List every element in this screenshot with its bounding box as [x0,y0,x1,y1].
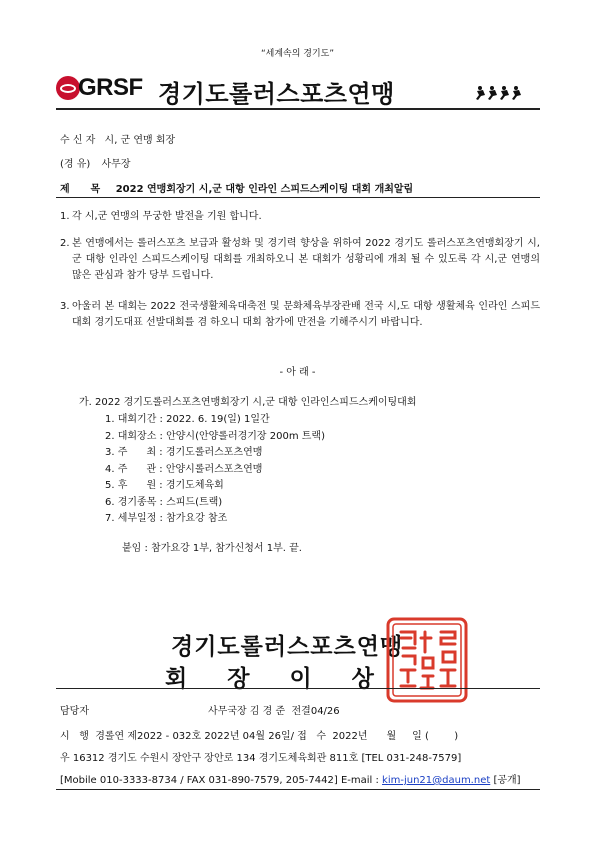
contact-suffix: [공개] [490,775,521,786]
subject-divider [56,197,540,198]
paragraph-text: 본 연맹에서는 롤러스포츠 보급과 활성화 및 경기력 향상을 위하여 2022 경기도 롤러스포츠연맹회장기 시,군 대항 인라인 스피드스케이팅 대회를 개최하오니 본 대회가 성황리에 개최 될 수 있도록 각 시,군 연맹의 많은 관심과 참가 당부 드립니다. [72,238,540,281]
recipient-row [60,131,175,146]
paragraph-text: 각 시,군 연맹의 무궁한 발전을 기원 합니다. [72,211,262,222]
recipient-label: 수 신 자 [60,135,96,146]
paragraph-number: 3. [60,301,70,312]
signature-title: 회 장 이 상 [165,666,374,692]
paragraph-text: 아울러 본 대회는 2022 전국생활체육대축전 및 문화체육부장관배 전국 시,도 대항 생활체육 인라인 스피드대회 경기도대표 선발대회를 겸 하오니 대회 참가에 만전을 기해주시기 바랍니다. [72,301,540,328]
slogan: “세계속의 경기도” [260,49,335,59]
org-name-header: 경기도롤러스포츠연맹 [158,80,395,108]
section-marker: - 아 래 - [279,367,316,378]
detail-item: 6. 경기종목 : 스피드(트랙) [105,497,223,508]
subject-value: 2022 연맹회장기 시,군 대항 인라인 스피드스케이팅 대회 개최알림 [115,184,414,195]
attachment-note: 붙임 : 참가요강 1부, 참가신청서 1부. 끝. [122,543,302,554]
subject-label: 제 목 [60,184,101,195]
contact-line [60,771,521,786]
signature-divider [56,688,540,689]
detail-item: 4. 주 관 : 안양시롤러스포츠연맹 [105,464,263,475]
paragraph-2 [60,236,540,284]
paragraph-number: 2. [60,238,70,249]
paragraph-1 [60,209,540,225]
footer-divider [56,789,540,790]
event-heading: 가. 2022 경기도롤러스포츠연맹회장기 시,군 대항 인라인스피드스케이팅대회 [79,397,417,408]
inline-skaters-icon [474,84,524,102]
header-divider [56,108,540,110]
approval-line: 사무국장 김 경 준 전결04/26 [208,706,340,717]
via-row [60,155,130,170]
contact-prefix: [Mobile 010-3333-8734 / FAX 031-890-7579, 205-7442] E-mail : [60,775,383,786]
email-link[interactable]: kim-jun21@daum.net [382,775,491,786]
detail-item: 7. 세부일정 : 참가요강 참조 [105,513,228,524]
official-seal-icon [385,616,469,704]
via-label: (경 유) [60,159,91,170]
paragraph-3 [60,299,540,331]
via-value: 사무장 [101,159,131,170]
detail-item: 5. 후 원 : 경기도체육회 [105,480,224,491]
detail-item: 2. 대회장소 : 안양시(안양롤러경기장 200m 트랙) [105,431,325,442]
signature-org: 경기도롤러스포츠연맹 [171,634,404,660]
dispatch-line: 시 행 경롤연 제2022 - 032호 2022년 04월 26일/ 접 수 2022년 월 일 ( ) [60,731,459,742]
handler-label: 담당자 [60,706,89,717]
org-abbreviation: GRSF [78,74,143,101]
subject-row [60,180,413,195]
detail-item: 3. 주 최 : 경기도롤러스포츠연맹 [105,447,263,458]
address-line: 우 16312 경기도 수원시 장안구 장안로 134 경기도체육회관 811호 [TEL 031-248-7579] [60,753,462,764]
paragraph-number: 1. [60,211,70,222]
recipient-value: 시, 군 연맹 회장 [104,135,176,146]
detail-item: 1. 대회기간 : 2022. 6. 19(일) 1일간 [105,414,270,425]
